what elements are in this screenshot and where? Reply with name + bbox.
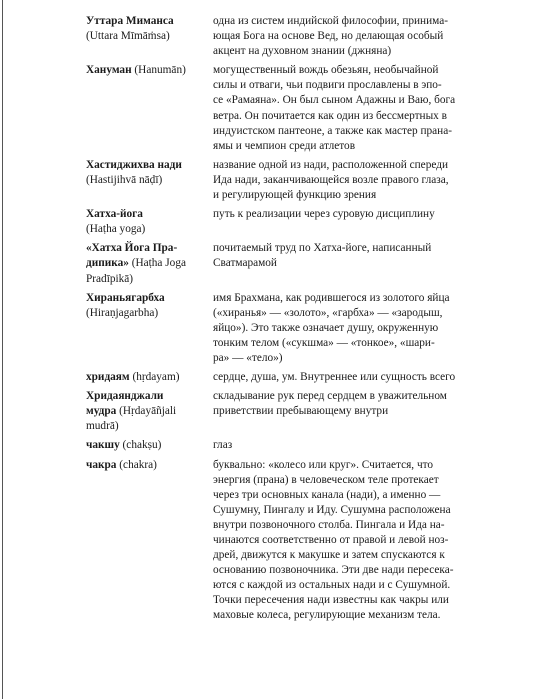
glossary bbox=[86, 14, 486, 628]
definition-line: могущественный вождь обезьян, необычайной bbox=[213, 64, 439, 77]
definition-line: Ида нади, заканчивающейся возле правого глаза, bbox=[213, 173, 449, 186]
term-name: «Хатха Йога Пра- bbox=[86, 242, 178, 255]
glossary-entry bbox=[86, 291, 486, 366]
definition-line: ямы и чемпион среди атлетов bbox=[213, 139, 356, 152]
term-transliteration: (hṛdayam) bbox=[129, 371, 180, 384]
glossary-entry bbox=[86, 207, 486, 237]
term-line bbox=[86, 256, 213, 271]
definition-line: путь к реализации через суровую дисциплину bbox=[213, 208, 435, 221]
definition-line: яйцо»). Это также означает душу, окруженную bbox=[213, 321, 439, 334]
definition-line: энергия (прана) в человеческом теле протекает bbox=[213, 473, 439, 486]
definition-line: Точки пересечения нади известны как чакры или bbox=[213, 594, 449, 607]
glossary-term bbox=[86, 438, 213, 453]
term-name: Уттара Миманса bbox=[86, 15, 174, 27]
glossary-definition bbox=[213, 63, 486, 154]
definition-line: через три основных канала (нади), а именно — bbox=[213, 488, 441, 501]
glossary-definition bbox=[213, 158, 486, 203]
glossary-entry bbox=[86, 241, 486, 286]
term-name: хридаям bbox=[86, 371, 130, 384]
term-line bbox=[86, 404, 213, 419]
definition-line: складывание рук перед сердцем в уважительном bbox=[213, 390, 447, 403]
term-line bbox=[86, 306, 213, 321]
term-line bbox=[86, 370, 213, 385]
glossary-term bbox=[86, 158, 213, 203]
term-line bbox=[86, 272, 213, 287]
definition-line: глаз bbox=[213, 439, 233, 452]
term-transliteration: (Hiraṇjagarbha) bbox=[86, 306, 159, 319]
page-edge-rule bbox=[2, 0, 3, 699]
term-name: Хатха-йога bbox=[86, 208, 143, 221]
term-line bbox=[86, 241, 213, 256]
glossary-entry bbox=[86, 458, 486, 624]
definition-line: приветствии пребывающему внутри bbox=[213, 405, 389, 418]
term-transliteration: (chakra) bbox=[116, 458, 157, 471]
term-transliteration: (Hṛdayāñjali bbox=[116, 405, 177, 418]
term-line bbox=[86, 458, 213, 473]
glossary-definition bbox=[213, 370, 486, 385]
term-line bbox=[86, 173, 213, 188]
glossary-definition bbox=[213, 241, 486, 286]
glossary-entry bbox=[86, 14, 486, 59]
definition-line: ющая Бога на основе Вед, но делающая особый bbox=[213, 30, 444, 43]
term-transliteration: (Hastijihvā nāḍī) bbox=[86, 173, 163, 186]
definition-line: основанию позвоночника. Эти две нади пересека- bbox=[213, 564, 454, 577]
glossary-term bbox=[86, 370, 213, 385]
term-line bbox=[86, 29, 213, 44]
term-name: Хануман bbox=[86, 64, 132, 77]
definition-line: почитаемый труд по Хатха-йоге, написанный bbox=[213, 242, 432, 255]
glossary-term bbox=[86, 63, 213, 154]
term-name: Хираньягарбха bbox=[86, 291, 165, 304]
term-line bbox=[86, 14, 213, 29]
term-transliteration: (Hanumān) bbox=[131, 64, 186, 77]
glossary-entry bbox=[86, 63, 486, 154]
glossary-term bbox=[86, 389, 213, 434]
term-transliteration: (Haṭha Joga bbox=[128, 257, 186, 270]
definition-line: ются с каждой из остальных нади и с Сушумной. bbox=[213, 579, 451, 592]
glossary-entry bbox=[86, 438, 486, 453]
term-line bbox=[86, 389, 213, 404]
term-line bbox=[86, 63, 213, 78]
term-transliteration: (Haṭha yoga) bbox=[86, 223, 146, 236]
definition-line: силы и отваги, чьи подвиги прославлены в эпо- bbox=[213, 79, 442, 92]
glossary-term bbox=[86, 458, 213, 624]
definition-line: ветра. Он почитается как один из бессмертных в bbox=[213, 109, 447, 122]
glossary-definition bbox=[213, 14, 486, 59]
term-line bbox=[86, 158, 213, 173]
glossary-definition bbox=[213, 389, 486, 434]
glossary-term bbox=[86, 291, 213, 366]
definition-line: индуистском пантеоне, а также как мастер прана- bbox=[213, 124, 452, 137]
definition-line: ра» — «тело») bbox=[213, 351, 283, 364]
definition-line: внутри позвоночного столба. Пингала и Ида на- bbox=[213, 518, 445, 531]
glossary-term bbox=[86, 241, 213, 286]
definition-line: буквально: «колесо или круг». Считается, что bbox=[213, 458, 434, 471]
term-transliteration: Pradīpikā) bbox=[86, 272, 134, 285]
glossary-entry bbox=[86, 389, 486, 434]
glossary-definition bbox=[213, 458, 486, 624]
definition-line: дрей, движутся к макушке и затем спускаются к bbox=[213, 549, 445, 562]
definition-line: («хиранья» — «золото», «гарбха» — «зародыш, bbox=[213, 306, 443, 319]
term-name: чакшу bbox=[86, 439, 120, 452]
term-name: чакра bbox=[86, 458, 117, 471]
definition-line: се «Рамаяна». Он был сыном Адажны и Ваю, бога bbox=[213, 94, 456, 107]
definition-line: и регулирующей функцию зрения bbox=[213, 189, 377, 202]
term-name: Хридаянджали bbox=[86, 390, 164, 403]
term-name: мудра bbox=[86, 405, 117, 418]
term-line bbox=[86, 207, 213, 222]
definition-line: акцент на духовном знании (джняна) bbox=[213, 45, 392, 58]
term-transliteration: mudrā) bbox=[86, 420, 119, 433]
term-line bbox=[86, 419, 213, 434]
glossary-definition bbox=[213, 207, 486, 237]
term-name: дипика» bbox=[86, 257, 129, 270]
term-transliteration: (chakṣu) bbox=[119, 439, 162, 452]
glossary-term bbox=[86, 14, 213, 59]
definition-line: чинаются соответственно от правой и левой ноз- bbox=[213, 534, 449, 546]
glossary-term bbox=[86, 207, 213, 237]
term-line bbox=[86, 291, 213, 306]
term-line bbox=[86, 438, 213, 453]
glossary-entry bbox=[86, 158, 486, 203]
glossary-definition bbox=[213, 291, 486, 366]
glossary-definition bbox=[213, 438, 486, 453]
definition-line: Сватмарамой bbox=[213, 257, 277, 270]
term-transliteration: (Uttara Mīmāṁsa) bbox=[86, 30, 170, 43]
definition-line: маховые колеса, регулирующие механизм тела. bbox=[213, 609, 441, 622]
definition-line: Сушумну, Пингалу и Иду. Сушумна расположена bbox=[213, 503, 451, 516]
term-line bbox=[86, 222, 213, 237]
definition-line: тонким телом («сукшма» — «тонкое», «шари- bbox=[213, 336, 435, 349]
term-name: Хастиджихва нади bbox=[86, 158, 182, 171]
definition-line: сердце, душа, ум. Внутреннее или сущность всего bbox=[213, 371, 456, 384]
definition-line: имя Брахмана, как родившегося из золотого яйца bbox=[213, 291, 450, 304]
definition-line: одна из систем индийской философии, принима- bbox=[213, 15, 448, 27]
definition-line: название одной из нади, расположенной спереди bbox=[213, 158, 449, 171]
glossary-entry bbox=[86, 370, 486, 385]
